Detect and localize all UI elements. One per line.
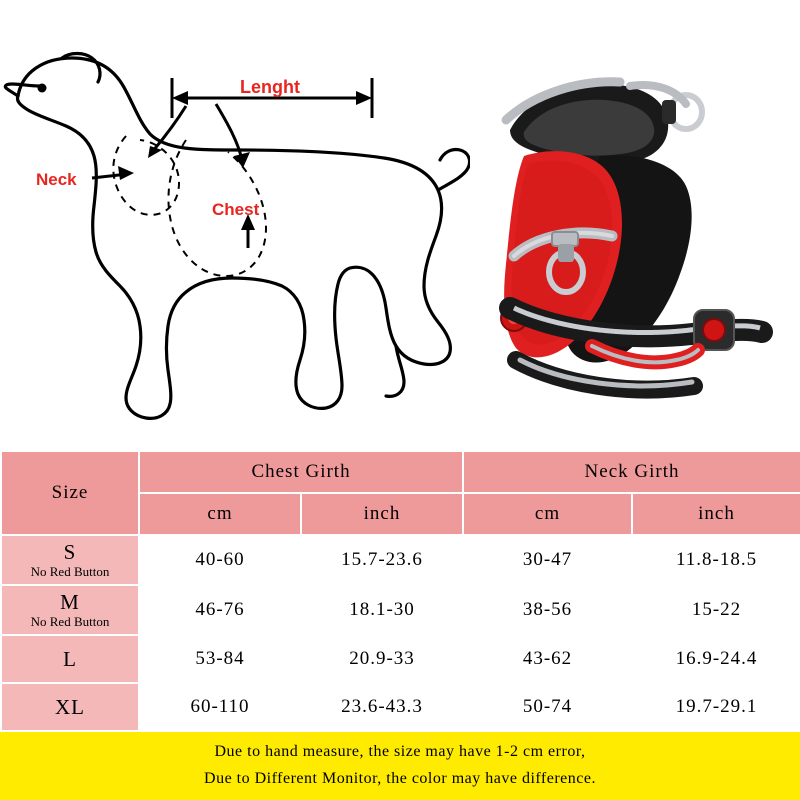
table-row [1, 585, 800, 635]
table-header-row [1, 451, 800, 493]
header-neck-girth: Neck Girth [463, 451, 800, 493]
row-size-xl [1, 683, 139, 731]
cell-neck-inch: 19.7-29.1 [632, 683, 800, 731]
cell-chest-inch: 15.7-23.6 [301, 535, 463, 585]
header-neck-inch: inch [632, 493, 800, 535]
row-size-m [1, 585, 139, 635]
cell-neck-cm: 38-56 [463, 585, 632, 635]
size-table [0, 450, 800, 732]
disclaimer-bar [0, 732, 800, 800]
disclaimer-line-1: Due to hand measure, the size may have 1-2 cm error, [214, 743, 586, 760]
harness-product-image [480, 60, 780, 420]
table-row [1, 535, 800, 585]
label-neck: Neck [36, 170, 77, 189]
label-chest: Chest [212, 200, 260, 219]
dog-eye-icon [38, 84, 47, 93]
cell-chest-cm: 40-60 [139, 535, 301, 585]
harness-illustration-icon [480, 60, 780, 420]
cell-chest-inch: 18.1-30 [301, 585, 463, 635]
size-label: S [63, 540, 77, 565]
table-row [1, 635, 800, 683]
cell-chest-inch: 20.9-33 [301, 635, 463, 683]
size-note: No Red Button [30, 563, 110, 579]
cell-neck-cm: 30-47 [463, 535, 632, 585]
cell-chest-cm: 53-84 [139, 635, 301, 683]
header-chest-cm: cm [139, 493, 301, 535]
label-length: Lenght [240, 77, 300, 97]
cell-chest-cm: 60-110 [139, 683, 301, 731]
cell-neck-cm: 50-74 [463, 683, 632, 731]
dog-measurement-diagram [0, 0, 470, 450]
cell-neck-cm: 43-62 [463, 635, 632, 683]
disclaimer-line-2: Due to Different Monitor, the color may have difference. [204, 770, 596, 788]
header-neck-cm: cm [463, 493, 632, 535]
size-note: No Red Button [30, 613, 110, 629]
size-label: L [63, 646, 77, 671]
cell-neck-inch: 16.9-24.4 [632, 635, 800, 683]
size-label: M [60, 590, 80, 615]
size-label: XL [55, 694, 85, 719]
dog-outline-icon [0, 0, 470, 450]
header-chest-inch: inch [301, 493, 463, 535]
header-chest-girth: Chest Girth [139, 451, 463, 493]
cell-chest-cm: 46-76 [139, 585, 301, 635]
table-row [1, 683, 800, 731]
size-table-area [0, 450, 800, 800]
cell-neck-inch: 15-22 [632, 585, 800, 635]
row-size-s [1, 535, 139, 585]
header-size: Size [1, 451, 139, 535]
cell-chest-inch: 23.6-43.3 [301, 683, 463, 731]
row-size-l [1, 635, 139, 683]
cell-neck-inch: 11.8-18.5 [632, 535, 800, 585]
